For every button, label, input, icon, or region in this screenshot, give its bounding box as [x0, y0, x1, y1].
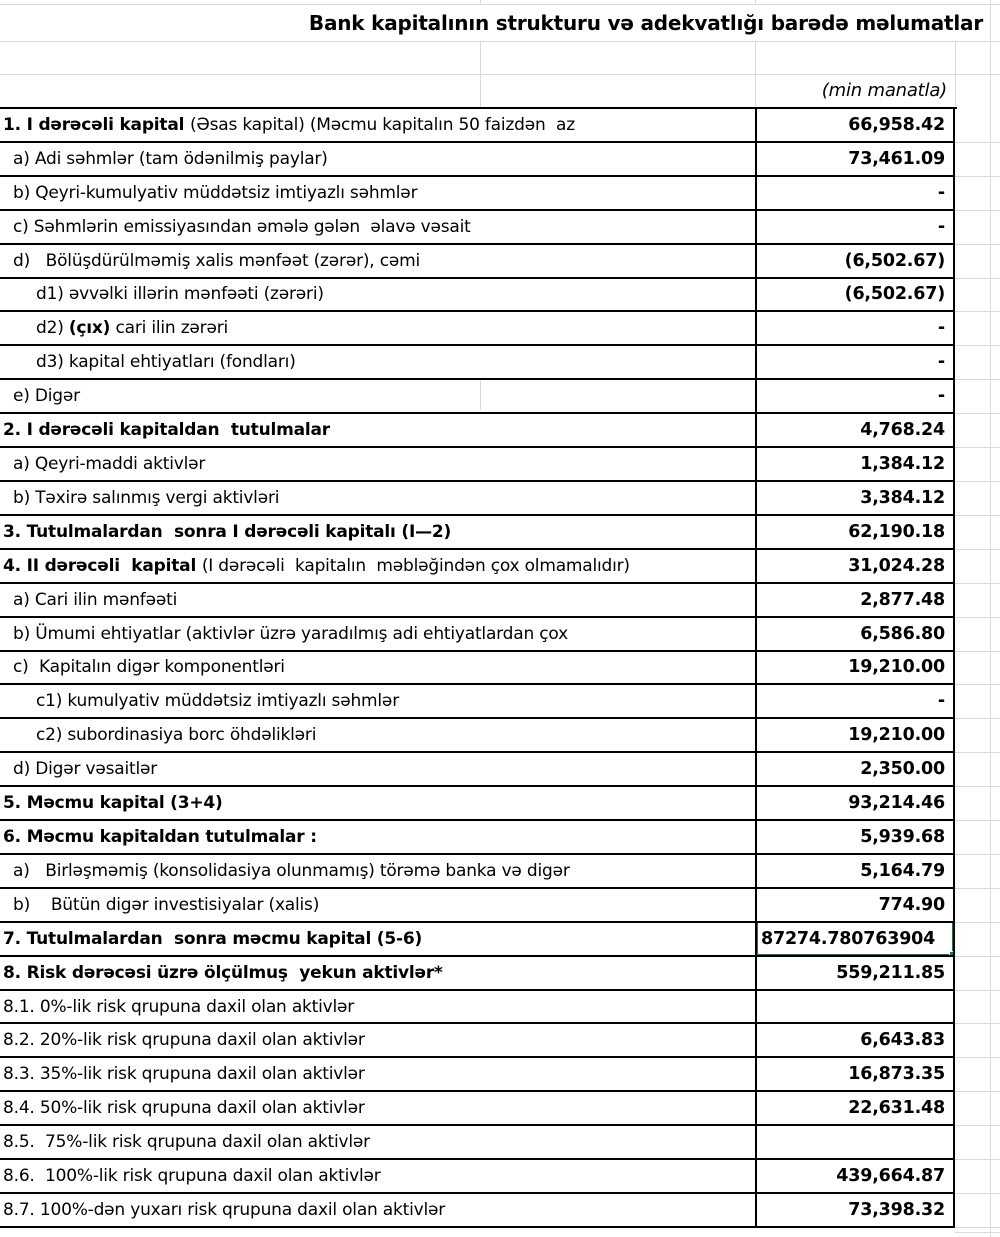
row-value-cell[interactable] — [755, 279, 955, 313]
label-segment: 6. Məcmu kapitaldan tutulmalar : — [3, 826, 317, 847]
label-segment: 8.7. 100%-dən yuxarı risk qrupuna daxil olan aktivlər — [3, 1199, 446, 1220]
row-value-cell[interactable] — [755, 550, 955, 584]
row-value-text: 4,768.24 — [860, 420, 945, 441]
row-label-cell[interactable] — [0, 346, 755, 380]
row-gutter — [955, 109, 1000, 143]
row-gutter — [955, 211, 1000, 245]
gridline — [0, 41, 1000, 42]
row-value-cell[interactable] — [755, 652, 955, 686]
table-row — [0, 1160, 1000, 1194]
row-value-cell[interactable] — [755, 143, 955, 177]
row-value-cell[interactable] — [755, 346, 955, 380]
gridline — [955, 41, 956, 107]
row-label-cell[interactable] — [0, 923, 755, 957]
row-value-text: 62,190.18 — [848, 521, 945, 542]
row-gutter — [955, 380, 1000, 414]
label-segment: 7. Tutulmalardan sonra məcmu kapital (5-6) — [3, 928, 423, 949]
row-gutter — [955, 1126, 1000, 1160]
label-segment: (çıx) — [68, 318, 111, 339]
row-label-cell[interactable] — [0, 550, 755, 584]
row-value-cell[interactable] — [755, 1024, 955, 1058]
label-segment: 3. Tutulmalardan sonra I dərəcəli kapitalı (I—2) — [3, 521, 452, 542]
row-gutter — [955, 482, 1000, 516]
row-label-cell[interactable] — [0, 821, 755, 855]
row-gutter — [955, 855, 1000, 889]
row-value-cell[interactable] — [755, 1194, 955, 1228]
row-value-text: 6,586.80 — [860, 623, 945, 644]
row-gutter — [955, 550, 1000, 584]
row-value-text: 439,664.87 — [836, 1166, 945, 1187]
label-segment: (Əsas kapital) (Məcmu kapitalın 50 faizdən az — [189, 114, 575, 135]
row-label-cell[interactable] — [0, 1194, 755, 1228]
row-value-text: 16,873.35 — [848, 1064, 945, 1085]
row-label-cell[interactable] — [0, 448, 755, 482]
row-gutter — [955, 346, 1000, 380]
row-value-cell[interactable] — [755, 787, 955, 821]
row-value-text: 19,210.00 — [848, 657, 945, 678]
row-gutter — [955, 753, 1000, 787]
row-value-text: - — [937, 386, 945, 407]
row-value-text: 93,214.46 — [848, 793, 945, 814]
label-segment: cari ilin zərəri — [110, 318, 229, 339]
label-segment: 8.4. 50%-lik risk qrupuna daxil olan aktivlər — [3, 1098, 365, 1119]
label-segment: (I dərəcəli kapitalın məbləğindən çox olmamalıdır) — [201, 555, 630, 576]
row-value-cell[interactable] — [755, 1058, 955, 1092]
row-value-cell[interactable] — [755, 1160, 955, 1194]
row-label-cell[interactable] — [0, 584, 755, 618]
table-row — [0, 211, 1000, 245]
row-label-cell[interactable] — [0, 482, 755, 516]
table-row — [0, 414, 1000, 448]
row-label-cell[interactable] — [0, 787, 755, 821]
table-row — [0, 957, 1000, 991]
row-label-cell[interactable] — [0, 1126, 755, 1160]
table-row — [0, 991, 1000, 1025]
row-gutter — [955, 991, 1000, 1025]
table-row — [0, 143, 1000, 177]
label-segment: 1. I dərəcəli kapital — [3, 114, 190, 135]
row-gutter — [955, 177, 1000, 211]
label-segment: 8.6. 100%-lik risk qrupuna daxil olan aktivlər — [3, 1166, 381, 1187]
label-segment: c) Kapitalın digər komponentləri — [13, 657, 285, 678]
gridline — [480, 41, 481, 107]
row-label-cell[interactable] — [0, 1024, 755, 1058]
capital-table — [0, 109, 1000, 1228]
table-row — [0, 1126, 1000, 1160]
label-segment: b) Qeyri-kumulyativ müddətsiz imtiyazlı səhmlər — [13, 182, 418, 203]
table-row — [0, 1194, 1000, 1228]
label-segment: 8.1. 0%-lik risk qrupuna daxil olan aktivlər — [3, 996, 355, 1017]
row-value-cell[interactable] — [755, 482, 955, 516]
row-value-text: 5,939.68 — [860, 826, 945, 847]
table-row — [0, 177, 1000, 211]
row-value-text: 66,958.42 — [848, 114, 945, 135]
row-value-cell[interactable] — [755, 618, 955, 652]
label-segment: d3) kapital ehtiyatları (fondları) — [36, 352, 296, 373]
label-segment: b) Bütün digər investisiyalar (xalis) — [13, 894, 320, 915]
row-value-cell[interactable] — [755, 584, 955, 618]
label-segment: a) Adi səhmlər (tam ödənilmiş paylar) — [13, 148, 328, 169]
label-segment: 8.2. 20%-lik risk qrupuna daxil olan aktivlər — [3, 1030, 365, 1051]
row-label-cell[interactable] — [0, 719, 755, 753]
label-segment: 8.5. 75%-lik risk qrupuna daxil olan aktivlər — [3, 1132, 370, 1153]
gridline — [480, 0, 481, 4]
row-value-text: 5,164.79 — [860, 860, 945, 881]
table-row — [0, 1024, 1000, 1058]
label-segment: 2. I dərəcəli kapitaldan tutulmalar — [3, 420, 330, 441]
row-label-cell[interactable] — [0, 380, 755, 414]
row-gutter — [955, 584, 1000, 618]
row-gutter — [955, 414, 1000, 448]
row-label-cell[interactable] — [0, 312, 755, 346]
row-gutter — [955, 685, 1000, 719]
row-label-cell[interactable] — [0, 618, 755, 652]
row-label-cell[interactable] — [0, 855, 755, 889]
row-label-cell[interactable] — [0, 1160, 755, 1194]
table-row — [0, 380, 1000, 414]
row-label-cell[interactable] — [0, 279, 755, 313]
page-title[interactable]: Bank kapitalının strukturu və adekvatlığı barədə məlumatlar — [308, 11, 983, 35]
row-value-cell[interactable] — [755, 821, 955, 855]
row-value-cell[interactable] — [755, 312, 955, 346]
label-segment: c1) kumulyativ müddətsiz imtiyazlı səhmlər — [36, 691, 399, 712]
row-gutter — [955, 279, 1000, 313]
row-value-text: 559,211.85 — [836, 962, 945, 983]
row-gutter — [955, 652, 1000, 686]
table-row — [0, 482, 1000, 516]
row-value-text: 87274.780763904 — [761, 928, 936, 949]
table-row — [0, 448, 1000, 482]
table-row — [0, 923, 1000, 957]
label-segment: d) Digər vəsaitlər — [13, 759, 158, 780]
table-row — [0, 550, 1000, 584]
row-label-cell[interactable] — [0, 177, 755, 211]
row-gutter — [955, 143, 1000, 177]
table-row — [0, 855, 1000, 889]
table-row — [0, 787, 1000, 821]
row-value-text: 31,024.28 — [848, 555, 945, 576]
label-segment: 8. Risk dərəcəsi üzrə ölçülmuş yekun aktivlər* — [3, 962, 443, 983]
label-segment: b) Ümumi ehtiyatlar (aktivlər üzrə yaradılmış adi ehtiyatlardan çox — [13, 623, 568, 644]
row-value-cell[interactable] — [755, 109, 955, 143]
row-label-cell[interactable] — [0, 245, 755, 279]
label-segment: c) Səhmlərin emissiyasından əmələ gələn əlavə vəsait — [13, 216, 471, 237]
row-value-text: (6,502.67) — [844, 284, 945, 305]
row-label-cell[interactable] — [0, 1092, 755, 1126]
label-segment: 4. II dərəcəli kapital — [3, 555, 202, 576]
gridline — [480, 380, 481, 410]
row-value-cell[interactable] — [755, 753, 955, 787]
label-segment: a) Cari ilin mənfəəti — [13, 589, 178, 610]
table-row — [0, 312, 1000, 346]
row-label-cell[interactable] — [0, 1058, 755, 1092]
row-value-text: 22,631.48 — [848, 1098, 945, 1119]
row-value-text: 19,210.00 — [848, 725, 945, 746]
row-label-cell[interactable] — [0, 143, 755, 177]
row-gutter — [955, 889, 1000, 923]
label-segment: d2) — [36, 318, 69, 339]
row-gutter — [955, 245, 1000, 279]
row-gutter — [955, 719, 1000, 753]
label-segment: a) Birləşməmiş (konsolidasiya olunmamış) törəmə banka və digər — [13, 860, 570, 881]
row-value-cell[interactable] — [755, 855, 955, 889]
table-row — [0, 1058, 1000, 1092]
unit-note-cell[interactable]: (min manatla) — [821, 80, 947, 101]
row-value-cell[interactable] — [755, 1126, 955, 1160]
row-label-cell[interactable] — [0, 652, 755, 686]
row-value-cell[interactable] — [755, 414, 955, 448]
row-gutter — [955, 516, 1000, 550]
row-gutter — [955, 312, 1000, 346]
row-value-cell[interactable] — [755, 991, 955, 1025]
label-segment: a) Qeyri-maddi aktivlər — [13, 454, 206, 475]
row-value-text: - — [937, 318, 945, 339]
row-gutter — [955, 1024, 1000, 1058]
row-gutter — [955, 618, 1000, 652]
row-value-cell[interactable] — [755, 889, 955, 923]
row-label-cell[interactable] — [0, 957, 755, 991]
label-segment: 8.3. 35%-lik risk qrupuna daxil olan aktivlər — [3, 1064, 365, 1085]
table-row — [0, 1092, 1000, 1126]
label-segment: b) Təxirə salınmış vergi aktivləri — [13, 487, 280, 508]
row-gutter — [955, 1160, 1000, 1194]
row-value-text: 774.90 — [878, 894, 945, 915]
row-value-cell[interactable] — [755, 719, 955, 753]
label-segment: d1) əvvəlki illərin mənfəəti (zərəri) — [36, 284, 324, 305]
row-value-text: - — [937, 182, 945, 203]
row-value-text: 1,384.12 — [860, 454, 945, 475]
label-segment: d) Bölüşdürülməmiş xalis mənfəət (zərər), cəmi — [13, 250, 420, 271]
table-row — [0, 346, 1000, 380]
table-row — [0, 516, 1000, 550]
row-gutter — [955, 957, 1000, 991]
row-label-cell[interactable] — [0, 516, 755, 550]
row-value-cell[interactable] — [755, 516, 955, 550]
row-value-text: 6,643.83 — [860, 1030, 945, 1051]
row-value-text: - — [937, 352, 945, 373]
row-label-cell[interactable] — [0, 889, 755, 923]
label-segment: c2) subordinasiya borc öhdəlikləri — [36, 725, 317, 746]
label-segment: 5. Məcmu kapital (3+4) — [3, 793, 223, 814]
row-value-cell[interactable] — [755, 1092, 955, 1126]
row-value-text: - — [937, 691, 945, 712]
row-label-cell[interactable] — [0, 414, 755, 448]
row-value-cell[interactable] — [755, 685, 955, 719]
row-value-cell[interactable] — [755, 923, 955, 957]
table-row — [0, 821, 1000, 855]
row-value-cell[interactable] — [755, 177, 955, 211]
row-value-text: 73,461.09 — [848, 148, 945, 169]
row-value-cell[interactable] — [755, 211, 955, 245]
table-row — [0, 279, 1000, 313]
table-row — [0, 889, 1000, 923]
table-row — [0, 584, 1000, 618]
row-value-text: 73,398.32 — [848, 1199, 945, 1220]
row-label-cell[interactable] — [0, 685, 755, 719]
row-value-text: 2,877.48 — [860, 589, 945, 610]
gridline — [755, 0, 756, 4]
row-gutter — [955, 787, 1000, 821]
row-value-cell[interactable] — [755, 957, 955, 991]
row-gutter — [955, 1092, 1000, 1126]
row-gutter — [955, 448, 1000, 482]
row-value-text: - — [937, 216, 945, 237]
table-row — [0, 245, 1000, 279]
gridline — [955, 1232, 1000, 1233]
row-value-text: 2,350.00 — [860, 759, 945, 780]
table-row — [0, 753, 1000, 787]
row-label-cell[interactable] — [0, 109, 755, 143]
label-segment: e) Digər — [13, 386, 80, 407]
row-value-cell[interactable] — [755, 380, 955, 414]
table-row — [0, 719, 1000, 753]
row-gutter — [955, 923, 1000, 957]
table-row — [0, 652, 1000, 686]
table-row — [0, 685, 1000, 719]
row-label-cell[interactable] — [0, 753, 755, 787]
row-gutter — [955, 1058, 1000, 1092]
row-gutter — [955, 1194, 1000, 1228]
row-value-cell[interactable] — [755, 245, 955, 279]
row-value-text: 3,384.12 — [860, 487, 945, 508]
row-value-cell[interactable] — [755, 448, 955, 482]
row-gutter — [955, 821, 1000, 855]
row-value-text: (6,502.67) — [844, 250, 945, 271]
row-label-cell[interactable] — [0, 211, 755, 245]
row-label-cell[interactable] — [0, 991, 755, 1025]
table-row — [0, 109, 1000, 143]
table-row — [0, 618, 1000, 652]
